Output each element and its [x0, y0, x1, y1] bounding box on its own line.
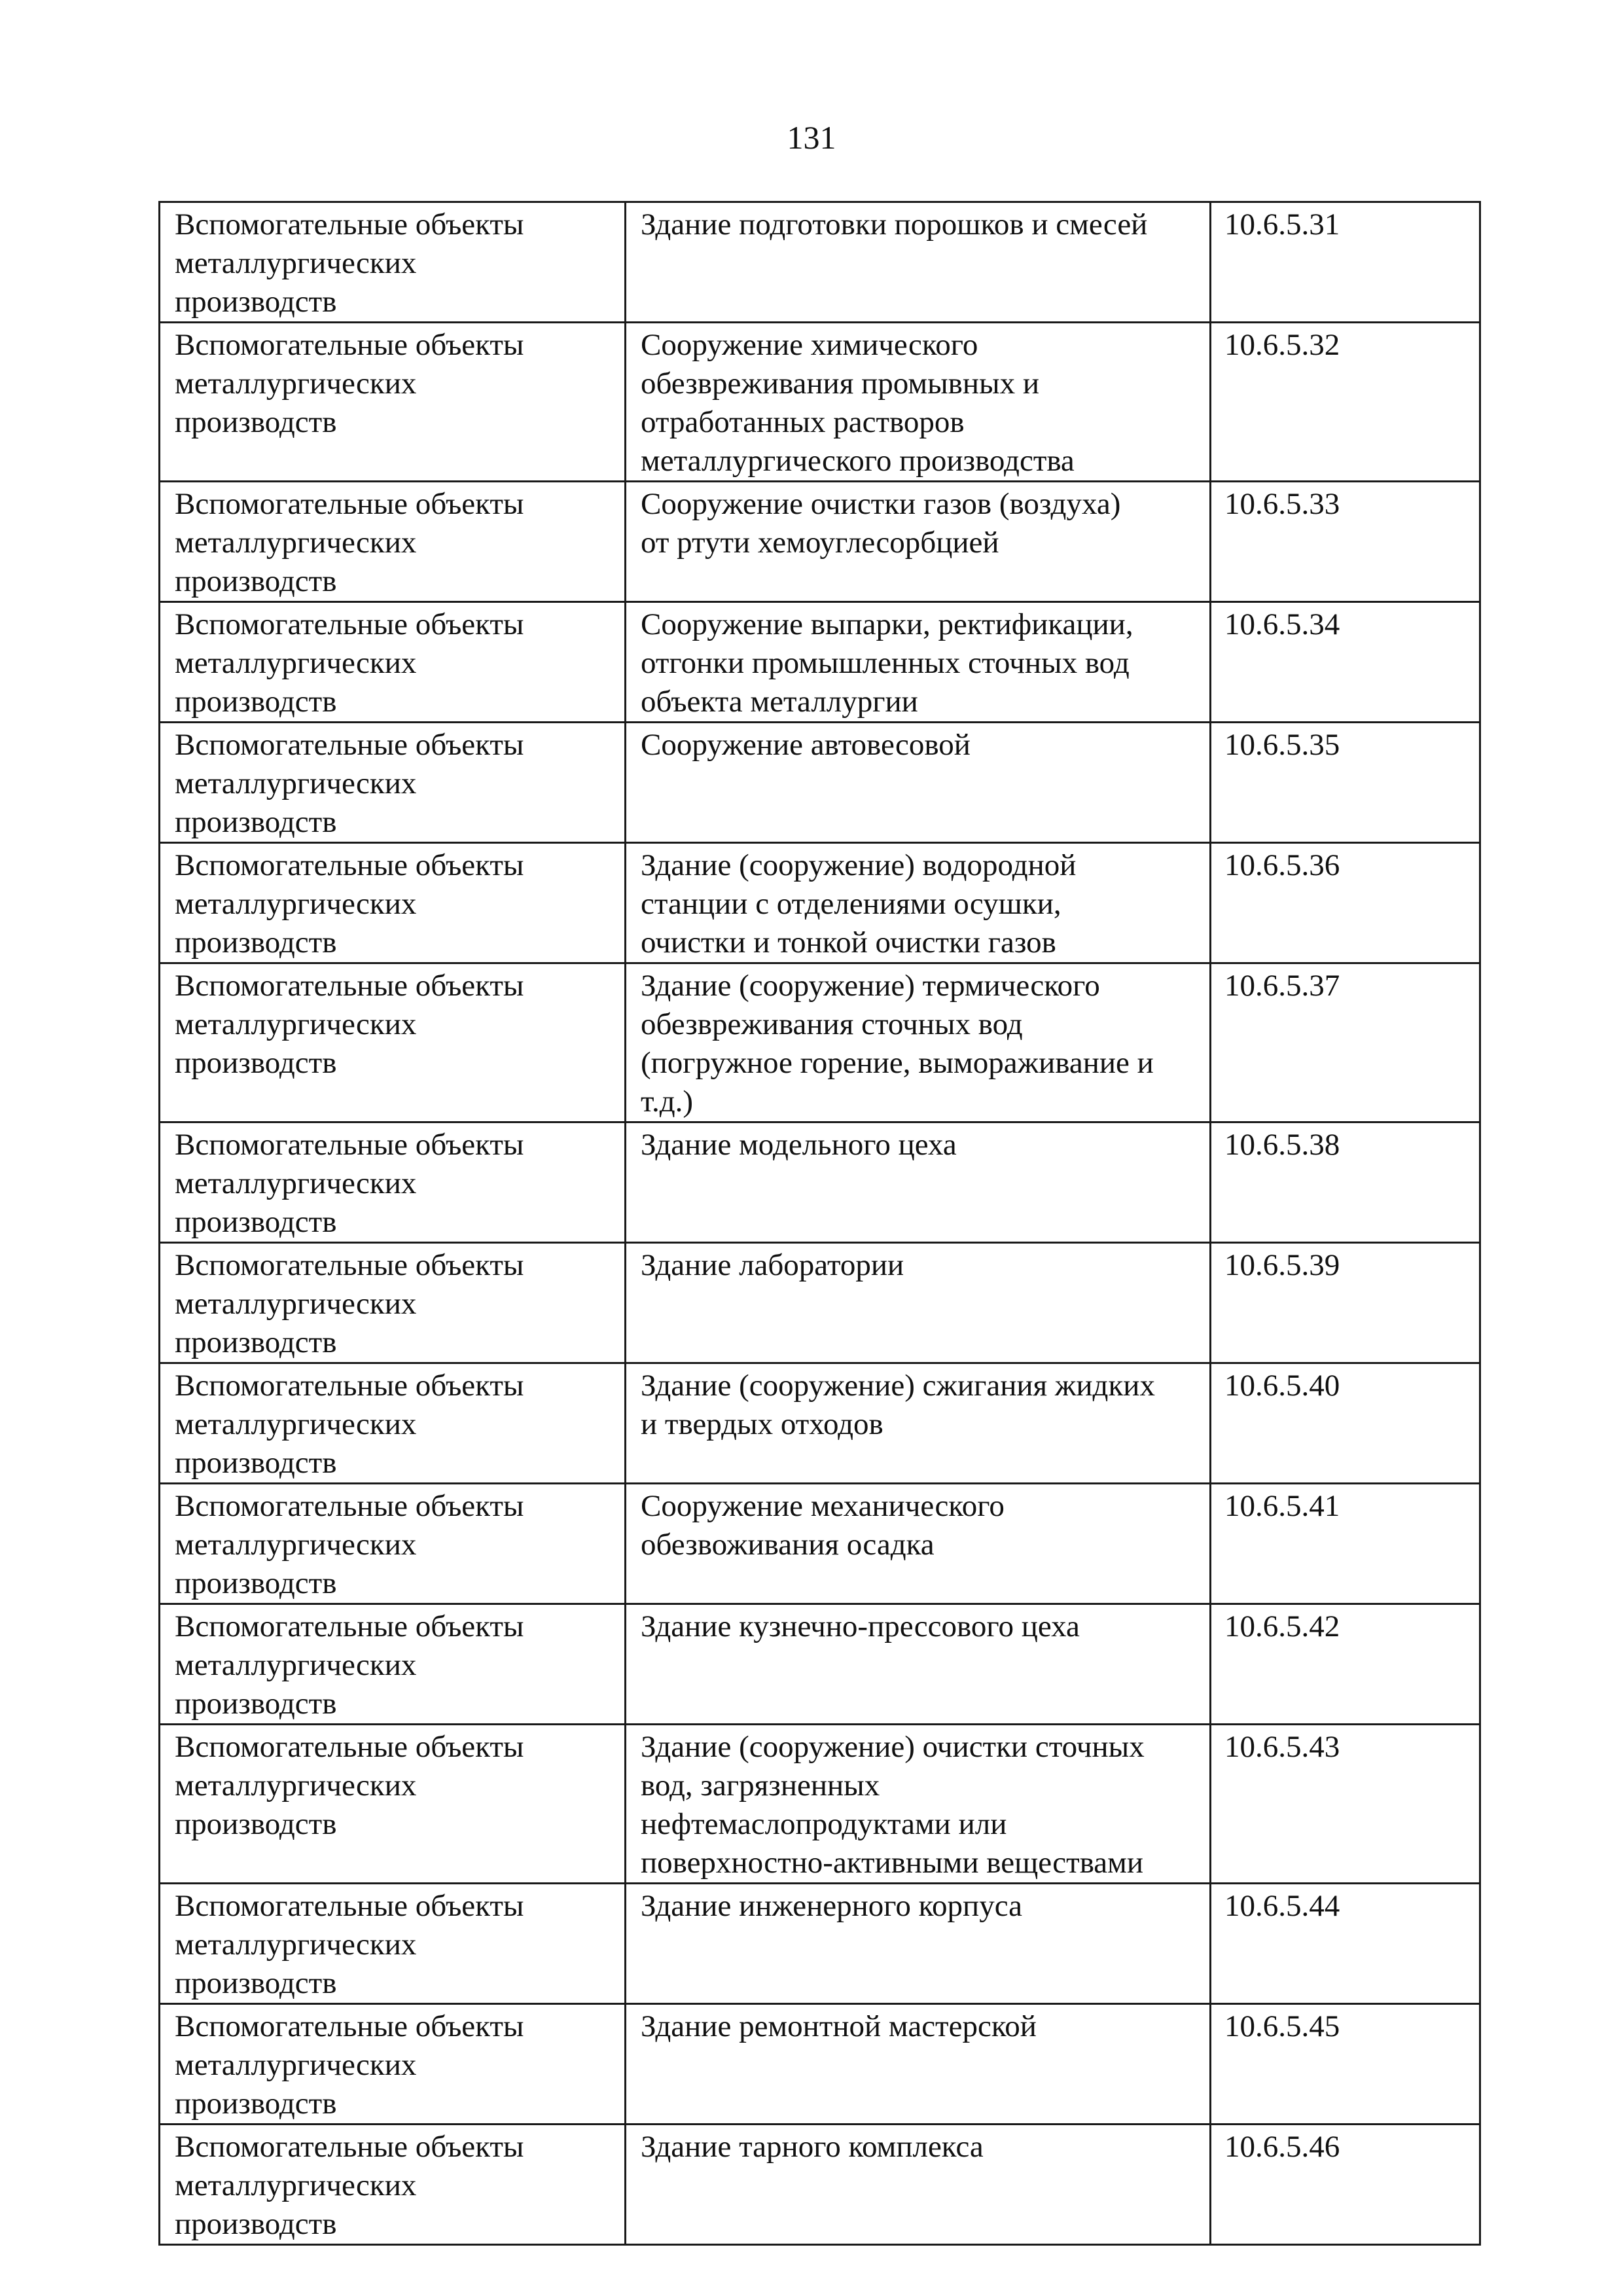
code-cell: 10.6.5.41	[1211, 1484, 1480, 1604]
code-cell: 10.6.5.44	[1211, 1884, 1480, 2004]
object-name-text-line: металлургического производства	[641, 444, 1075, 478]
table-row	[160, 602, 1480, 723]
object-name-text-line: Здание инженерного корпуса	[641, 1889, 1023, 1923]
object-name-text-line: Здание ремонтной мастерской	[641, 2009, 1037, 2043]
category-text-line: металлургических	[175, 367, 417, 401]
category-text-line: Вспомогательные объекты	[175, 728, 524, 762]
category-text-line: Вспомогательные объекты	[175, 1889, 524, 1923]
code-cell: 10.6.5.34	[1211, 602, 1480, 723]
object-name-text-line: и твердых отходов	[641, 1407, 883, 1441]
table-row	[160, 2125, 1480, 2245]
object-name-cell	[626, 602, 1211, 723]
code-cell: 10.6.5.43	[1211, 1725, 1480, 1884]
category-text-line: производств	[175, 1566, 337, 1600]
category-text-line: производств	[175, 1687, 337, 1721]
category-text-line: металлургических	[175, 1648, 417, 1682]
code-cell: 10.6.5.33	[1211, 482, 1480, 602]
object-name-cell	[626, 1725, 1211, 1884]
category-text-line: металлургических	[175, 1166, 417, 1200]
object-name-text-line: Здание кузнечно-прессового цеха	[641, 1609, 1080, 1643]
category-text-line: Вспомогательные объекты	[175, 607, 524, 641]
object-name-cell	[626, 963, 1211, 1122]
object-name-text-line: Здание (сооружение) термического	[641, 969, 1100, 1003]
object-name-cell	[626, 1884, 1211, 2004]
object-name-cell	[626, 202, 1211, 323]
object-name-text-line: объекта металлургии	[641, 685, 918, 719]
object-name-text-line: обезвоживания осадка	[641, 1528, 935, 1562]
category-text-line: металлургических	[175, 526, 417, 560]
table-row	[160, 1884, 1480, 2004]
category-text-line: производств	[175, 2207, 337, 2241]
object-name-text-line: Здание тарного комплекса	[641, 2130, 984, 2164]
object-name-cell	[626, 723, 1211, 843]
table-row	[160, 1604, 1480, 1725]
category-cell	[160, 1122, 626, 1243]
table-row	[160, 1725, 1480, 1884]
object-name-text-line: поверхностно-активными веществами	[641, 1846, 1144, 1880]
code-cell: 10.6.5.45	[1211, 2004, 1480, 2125]
category-cell	[160, 1604, 626, 1725]
table-row	[160, 323, 1480, 482]
object-name-cell	[626, 323, 1211, 482]
category-text-line: металлургических	[175, 1528, 417, 1562]
object-name-text-line: обезвреживания промывных и	[641, 367, 1039, 401]
object-name-cell	[626, 1243, 1211, 1363]
object-name-text-line: Сооружение очистки газов (воздуха)	[641, 487, 1121, 521]
table-body	[160, 202, 1480, 2245]
object-name-text-line: Сооружение выпарки, ректификации,	[641, 607, 1133, 641]
object-name-cell	[626, 843, 1211, 963]
classification-table	[158, 201, 1481, 2246]
object-name-cell	[626, 1363, 1211, 1484]
object-name-text-line: Сооружение автовесовой	[641, 728, 971, 762]
category-text-line: металлургических	[175, 1407, 417, 1441]
object-name-cell	[626, 1484, 1211, 1604]
table-row	[160, 202, 1480, 323]
category-text-line: Вспомогательные объекты	[175, 2009, 524, 2043]
category-text-line: производств	[175, 1325, 337, 1359]
code-cell: 10.6.5.39	[1211, 1243, 1480, 1363]
category-text-line: металлургических	[175, 2168, 417, 2202]
category-cell	[160, 323, 626, 482]
object-name-text-line: Здание подготовки порошков и смесей	[641, 207, 1148, 242]
table-row	[160, 2004, 1480, 2125]
object-name-text-line: Здание лаборатории	[641, 1248, 904, 1282]
object-name-cell	[626, 482, 1211, 602]
category-text-line: Вспомогательные объекты	[175, 207, 524, 242]
code-cell: 10.6.5.38	[1211, 1122, 1480, 1243]
object-name-text-line: обезвреживания сточных вод	[641, 1007, 1023, 1041]
category-cell	[160, 1725, 626, 1884]
category-text-line: производств	[175, 685, 337, 719]
code-cell: 10.6.5.46	[1211, 2125, 1480, 2245]
category-text-line: Вспомогательные объекты	[175, 1609, 524, 1643]
category-text-line: металлургических	[175, 246, 417, 280]
category-cell	[160, 1243, 626, 1363]
category-cell	[160, 2004, 626, 2125]
category-cell	[160, 482, 626, 602]
object-name-text-line: Здание (сооружение) очистки сточных	[641, 1730, 1145, 1764]
category-cell	[160, 202, 626, 323]
object-name-text-line: Сооружение химического	[641, 328, 978, 362]
category-cell	[160, 2125, 626, 2245]
object-name-text-line: Здание (сооружение) сжигания жидких	[641, 1369, 1155, 1403]
category-text-line: металлургических	[175, 766, 417, 800]
code-cell: 10.6.5.31	[1211, 202, 1480, 323]
object-name-text-line: вод, загрязненных	[641, 1768, 880, 1803]
category-text-line: производств	[175, 1046, 337, 1080]
category-cell	[160, 602, 626, 723]
table-row	[160, 1243, 1480, 1363]
code-cell: 10.6.5.40	[1211, 1363, 1480, 1484]
category-text-line: Вспомогательные объекты	[175, 487, 524, 521]
category-cell	[160, 843, 626, 963]
category-text-line: Вспомогательные объекты	[175, 1730, 524, 1764]
object-name-text-line: отгонки промышленных сточных вод	[641, 646, 1130, 680]
table-row	[160, 482, 1480, 602]
category-text-line: Вспомогательные объекты	[175, 328, 524, 362]
category-cell	[160, 1484, 626, 1604]
object-name-text-line: от ртути хемоуглесорбцией	[641, 526, 999, 560]
category-text-line: Вспомогательные объекты	[175, 1248, 524, 1282]
table-row	[160, 1484, 1480, 1604]
object-name-cell	[626, 1604, 1211, 1725]
object-name-text-line: Здание (сооружение) водородной	[641, 848, 1077, 882]
table-row	[160, 843, 1480, 963]
table-row	[160, 723, 1480, 843]
category-cell	[160, 963, 626, 1122]
category-text-line: металлургических	[175, 1928, 417, 1962]
category-text-line: производств	[175, 2087, 337, 2121]
object-name-cell	[626, 1122, 1211, 1243]
category-cell	[160, 723, 626, 843]
category-text-line: Вспомогательные объекты	[175, 1369, 524, 1403]
object-name-text-line: отработанных растворов	[641, 405, 965, 439]
object-name-text-line: Здание модельного цеха	[641, 1128, 957, 1162]
category-text-line: производств	[175, 1205, 337, 1239]
object-name-text-line: Сооружение механического	[641, 1489, 1005, 1523]
category-text-line: металлургических	[175, 1287, 417, 1321]
category-cell	[160, 1363, 626, 1484]
object-name-text-line: (погружное горение, вымораживание и	[641, 1046, 1154, 1080]
table-row	[160, 1122, 1480, 1243]
code-cell: 10.6.5.42	[1211, 1604, 1480, 1725]
category-text-line: производств	[175, 405, 337, 439]
category-text-line: производств	[175, 925, 337, 960]
code-cell: 10.6.5.36	[1211, 843, 1480, 963]
category-cell	[160, 1884, 626, 2004]
category-text-line: Вспомогательные объекты	[175, 848, 524, 882]
category-text-line: Вспомогательные объекты	[175, 1128, 524, 1162]
category-text-line: производств	[175, 285, 337, 319]
object-name-text-line: т.д.)	[641, 1085, 694, 1119]
category-text-line: Вспомогательные объекты	[175, 1489, 524, 1523]
category-text-line: Вспомогательные объекты	[175, 969, 524, 1003]
category-text-line: производств	[175, 1807, 337, 1841]
table-row	[160, 963, 1480, 1122]
category-text-line: металлургических	[175, 646, 417, 680]
category-text-line: производств	[175, 1446, 337, 1480]
category-text-line: металлургических	[175, 2048, 417, 2082]
category-text-line: металлургических	[175, 1768, 417, 1803]
object-name-cell	[626, 2004, 1211, 2125]
category-text-line: металлургических	[175, 1007, 417, 1041]
category-text-line: производств	[175, 805, 337, 839]
category-text-line: производств	[175, 1966, 337, 2000]
object-name-text-line: нефтемаслопродуктами или	[641, 1807, 1007, 1841]
code-cell: 10.6.5.32	[1211, 323, 1480, 482]
object-name-text-line: очистки и тонкой очистки газов	[641, 925, 1056, 960]
object-name-text-line: станции с отделениями осушки,	[641, 887, 1061, 921]
category-text-line: металлургических	[175, 887, 417, 921]
category-text-line: Вспомогательные объекты	[175, 2130, 524, 2164]
page-number: 131	[787, 119, 836, 156]
code-cell: 10.6.5.35	[1211, 723, 1480, 843]
table-row	[160, 1363, 1480, 1484]
category-text-line: производств	[175, 564, 337, 598]
object-name-cell	[626, 2125, 1211, 2245]
code-cell: 10.6.5.37	[1211, 963, 1480, 1122]
